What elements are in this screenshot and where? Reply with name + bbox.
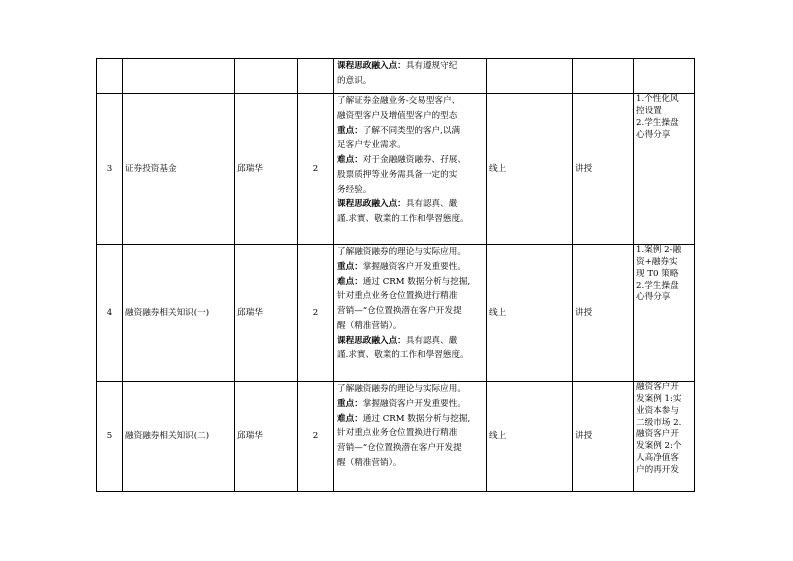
content-text: 了解融资融券的理论与实际应用。 xyxy=(337,247,466,257)
content-line xyxy=(337,275,483,290)
content-text: 醒（精准营销）。 xyxy=(337,320,402,331)
note-line: 人高净值客 xyxy=(636,453,679,464)
note-line: 2.学生操盘 xyxy=(636,280,679,291)
content-line xyxy=(337,109,483,124)
content-line xyxy=(337,334,483,349)
note-line: 1.案例 2-融 xyxy=(636,245,682,255)
content-line xyxy=(337,397,483,412)
cell-number: 3 xyxy=(97,94,123,245)
content-label: 课程思政融入点： xyxy=(337,61,406,71)
cell-notes xyxy=(634,59,695,94)
cell-teaching-method: 讲授 xyxy=(573,245,634,382)
content-line xyxy=(337,212,483,227)
content-label: 重点： xyxy=(337,398,363,409)
content-line xyxy=(337,441,483,456)
note-line: 心得分享 xyxy=(636,292,671,303)
cell-teaching-method: 讲授 xyxy=(573,382,634,492)
table-body xyxy=(97,59,695,492)
content-line xyxy=(337,74,483,89)
content-line xyxy=(337,153,483,168)
table-row xyxy=(97,59,695,94)
content-text: 具有認真、嚴 xyxy=(405,199,458,210)
content-text: 謹.求實、敬業的工作和學習態度。 xyxy=(337,350,469,361)
content-text: 针对重点业务仓位置换进行精准 xyxy=(337,428,458,439)
content-label: 课程思政融入点： xyxy=(337,199,406,210)
content-line xyxy=(337,168,483,183)
note-line: 控设置 xyxy=(636,105,662,116)
content-text: 务经验。 xyxy=(337,184,372,195)
cell-teaching-method xyxy=(573,59,634,94)
note-line: 资+融券实 xyxy=(636,256,678,267)
content-label: 重点： xyxy=(337,125,363,136)
content-line xyxy=(337,138,483,153)
content-line xyxy=(337,124,483,139)
note-line: 户的再开发 xyxy=(636,465,679,476)
content-line xyxy=(337,183,483,198)
note-line: 发案例 1:实 xyxy=(636,393,682,404)
content-text: 对于金融融资融券、孖展、 xyxy=(362,155,466,166)
content-label: 难点： xyxy=(337,413,363,424)
cell-number: 5 xyxy=(97,382,123,492)
content-line xyxy=(337,245,483,260)
content-line xyxy=(337,456,483,471)
content-label: 重点： xyxy=(337,261,363,272)
cell-teaching-mode: 线上 xyxy=(487,245,573,382)
content-text: 针对重点业务仓位置换进行精准 xyxy=(337,291,458,302)
cell-teacher: 邱瑞华 xyxy=(235,245,298,382)
content-line xyxy=(337,348,483,363)
cell-course-title: 融资融券相关知识(一) xyxy=(123,245,235,382)
cell-notes xyxy=(634,382,695,492)
content-line xyxy=(337,289,483,304)
note-line: 2.学生操盘 xyxy=(636,117,679,128)
cell-course-title: 证券投资基金 xyxy=(123,94,235,245)
note-line: 业资本参与 xyxy=(636,405,679,416)
content-label: 难点： xyxy=(337,155,363,166)
content-line xyxy=(337,260,483,275)
content-text: 了解不同类型的客户,以满 xyxy=(362,125,461,136)
content-text: 掌握融资客户开发重要性。 xyxy=(362,398,466,409)
content-text: 通过 CRM 数据分析与挖掘, xyxy=(362,413,471,424)
cell-teacher xyxy=(235,59,298,94)
note-line: 二级市场 2. xyxy=(636,417,682,428)
cell-notes xyxy=(634,94,695,245)
content-line xyxy=(337,304,483,319)
content-text: 具有遵规守纪 xyxy=(405,61,458,71)
content-line xyxy=(337,382,483,397)
note-line: 发案例 2:个 xyxy=(636,441,682,452)
cell-teaching-mode: 线上 xyxy=(487,94,573,245)
note-line: 融资客户开 xyxy=(636,429,679,440)
table-row xyxy=(97,94,695,245)
content-label: 课程思政融入点： xyxy=(337,335,406,346)
content-line xyxy=(337,426,483,441)
content-text: 股票质押等业务需具备一定的实 xyxy=(337,169,458,180)
cell-content xyxy=(334,59,487,94)
cell-content xyxy=(334,245,487,382)
note-line: 1.个性化风 xyxy=(636,94,679,104)
cell-teaching-method: 讲授 xyxy=(573,94,634,245)
cell-teaching-mode xyxy=(487,59,573,94)
content-text: 掌握融资客户开发重要性。 xyxy=(362,261,466,272)
content-text: 融资型客户及增值型客户的型态 xyxy=(337,110,458,121)
cell-number: 4 xyxy=(97,245,123,382)
cell-hours: 2 xyxy=(298,245,334,382)
content-text: 了解融资融券的理论与实际应用。 xyxy=(337,384,466,394)
content-line xyxy=(337,319,483,334)
cell-hours: 2 xyxy=(298,94,334,245)
cell-course-title xyxy=(123,59,235,94)
content-text: 謹.求實、敬業的工作和學習態度。 xyxy=(337,214,469,225)
cell-course-title: 融资融券相关知识(二) xyxy=(123,382,235,492)
content-text: 具有認真、嚴 xyxy=(405,335,458,346)
table-row xyxy=(97,382,695,492)
content-text: 足客户专业需求。 xyxy=(337,140,406,151)
content-line xyxy=(337,412,483,427)
cell-teaching-mode: 线上 xyxy=(487,382,573,492)
content-line xyxy=(337,197,483,212)
content-text: 营销—“仓位置换潜在客户开发提 xyxy=(337,443,462,454)
content-text: 醒（精准营销）。 xyxy=(337,457,402,468)
cell-hours: 2 xyxy=(298,382,334,492)
content-line xyxy=(337,94,483,109)
note-line: 心得分享 xyxy=(636,129,671,140)
content-text: 的意识。 xyxy=(337,75,372,86)
content-text: 通过 CRM 数据分析与挖掘, xyxy=(362,276,471,287)
content-text: 了解证券金融业务-交易型客户、 xyxy=(337,96,461,106)
cell-content xyxy=(334,382,487,492)
cell-number xyxy=(97,59,123,94)
cell-hours xyxy=(298,59,334,94)
content-text: 营销—“仓位置换潜在客户开发提 xyxy=(337,306,462,317)
cell-teacher: 邱瑞华 xyxy=(235,382,298,492)
note-line: 现 T0 策略 xyxy=(636,268,679,279)
cell-notes xyxy=(634,245,695,382)
cell-content xyxy=(334,94,487,245)
cell-teacher: 邱瑞华 xyxy=(235,94,298,245)
note-line: 融资客户开 xyxy=(636,382,679,392)
content-line xyxy=(337,59,483,74)
content-label: 难点： xyxy=(337,276,363,287)
table-row xyxy=(97,245,695,382)
course-schedule-table xyxy=(96,58,695,492)
